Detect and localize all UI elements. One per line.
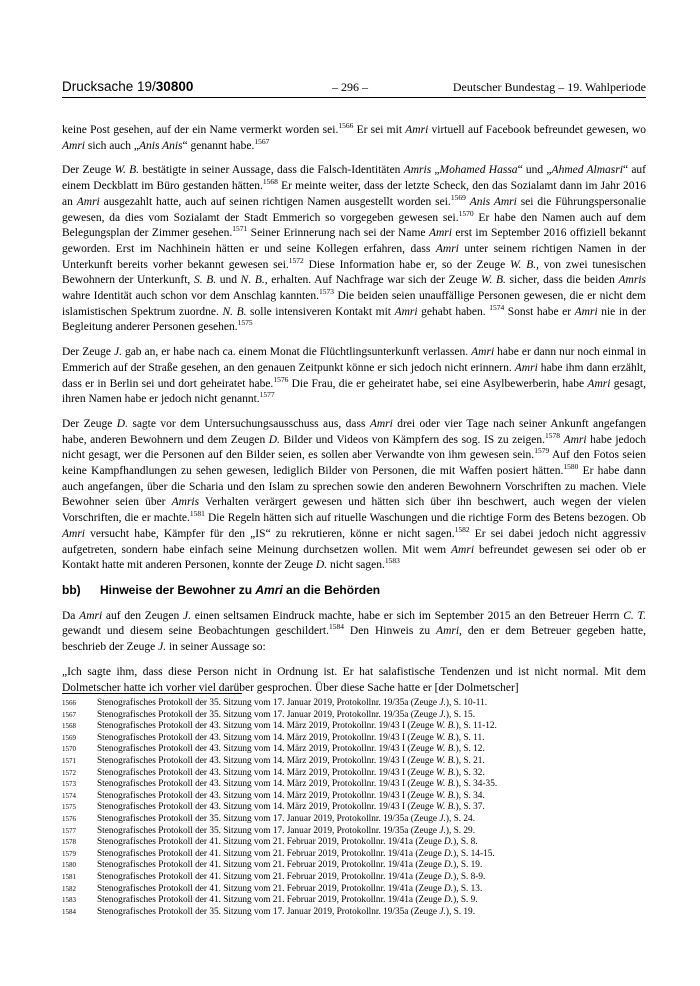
italic-text: D.	[268, 433, 280, 446]
text-run: sich auch „	[85, 139, 139, 152]
footnote-text: Stenografisches Protokoll der 41. Sitzung vom 21. Februar 2019, Protokollnr. 19/41a (Zeuge D.), S. 19.	[97, 860, 483, 871]
paragraph	[62, 609, 646, 656]
italic-text: Amri	[79, 609, 103, 622]
italic-text: Ahmed Almasri	[551, 164, 623, 177]
footnote-text: Stenografisches Protokoll der 41. Sitzung vom 21. Februar 2019, Protokollnr. 19/41a (Zeuge D.), S. 8-9.	[97, 871, 486, 882]
text-run: bestätigte in seiner Aussage, dass die Falsch-Identitäten	[139, 164, 404, 177]
text-run: “ genannt habe.	[182, 139, 255, 152]
text-run: Diese Information habe er, so der Zeuge	[303, 258, 510, 271]
footnote-number: 1574	[62, 791, 76, 800]
italic-text: Amris	[403, 164, 432, 177]
footnote	[62, 826, 646, 838]
footnote-text: Stenografisches Protokoll der 43. Sitzung vom 14. März 2019, Protokollnr. 19/43 I (Zeuge W. B.), S. 34.	[97, 790, 485, 801]
footnote-text: Stenografisches Protokoll der 41. Sitzung vom 21. Februar 2019, Protokollnr. 19/41a (Zeuge D.), S. 14-15.	[97, 848, 495, 859]
footnote	[62, 814, 646, 826]
footnote-number: 1580	[62, 861, 76, 870]
footnote	[62, 733, 646, 745]
footnote	[62, 907, 646, 919]
footnote-number: 1571	[62, 756, 76, 765]
footnote-ref: 1566	[338, 121, 354, 131]
italic-text: D.	[116, 417, 128, 430]
italic-text: J.	[158, 641, 167, 654]
footnote-ref: 1579	[534, 446, 550, 456]
italic-text: Amri	[435, 242, 459, 255]
section-title-emphasis: Amri	[255, 582, 283, 597]
footnote	[62, 744, 646, 756]
italic-text: Anis Amri	[469, 195, 517, 208]
italic-text: D.	[315, 559, 328, 572]
text-run: sei die Führungspersonalie gewesen, da dies vom Sozialamt der Stadt Emmerich so vorgegeben gewesen sei.	[62, 195, 646, 224]
text-run: gehabt haben.	[417, 305, 490, 318]
section-title-post: an die Behörden	[282, 582, 381, 597]
text-run: auf den Zeugen	[102, 609, 183, 622]
italic-text: W. B.	[114, 164, 140, 177]
footnote-text: Stenografisches Protokoll der 35. Sitzung vom 17. Januar 2019, Protokollnr. 19/35a (Zeuge J.), S. 29.	[97, 825, 476, 836]
italic-text: Anis Anis	[138, 139, 183, 152]
text-run: Den Hinweis zu	[343, 625, 437, 638]
text-run: Da	[62, 609, 80, 622]
footnote-ref: 1574	[489, 302, 505, 312]
paragraph	[62, 163, 646, 336]
text-run: Sonst habe er	[504, 305, 575, 318]
footnote-number: 1569	[62, 733, 76, 742]
text-run: gewandt und diesem seine Beobachtungen geschildert.	[62, 625, 329, 638]
italic-text: Amri	[436, 625, 460, 638]
footnote-text: Stenografisches Protokoll der 43. Sitzung vom 14. März 2019, Protokollnr. 19/43 I (Zeuge W. B.), S. 32.	[97, 767, 485, 778]
text-run: Er sei mit	[353, 124, 406, 136]
italic-text: W. B.,	[510, 258, 539, 271]
section-title	[100, 583, 380, 599]
paragraph	[62, 417, 646, 574]
footnote-ref: 1583	[384, 556, 400, 566]
footnote-number: 1582	[62, 884, 76, 893]
italic-text: Amri	[62, 527, 85, 540]
footnote-text: Stenografisches Protokoll der 35. Sitzung vom 17. Januar 2019, Protokollnr. 19/35a (Zeuge J.), S. 19.	[97, 906, 476, 917]
italic-text: Amri	[587, 377, 611, 390]
section-title-pre: Hinweise der Bewohner zu	[100, 582, 256, 597]
document-number	[62, 79, 193, 94]
footnote-number: 1570	[62, 745, 76, 754]
text-run: Die beiden seien unauffällige Personen gewesen, die er nicht dem islamistischen Spektrum zuordne.	[62, 290, 647, 318]
block-quote: „Ich sagte ihm, dass diese Person nicht in Ordnung ist. Er hat salafistische Tendenzen und ist nicht normal. Mit dem Dolmetscher hatte ich vorher viel darüber gesprochen. Über diese Sache hatte er [der Dolmetscher]	[62, 665, 646, 694]
footnote	[62, 849, 646, 861]
italic-text: Amri	[405, 124, 429, 136]
section-number: bb)	[62, 582, 81, 597]
text-run: einen seltsamen Eindruck machte, habe er sich im September 2015 an den Betreuer Herrn	[190, 609, 624, 622]
text-run: ausgezahlt hatte, auch auf seinen richtigen Namen ausgestellt worden sei.	[99, 195, 451, 208]
footnotes	[62, 698, 646, 918]
footnote-number: 1573	[62, 780, 76, 789]
footnote-ref: 1577	[259, 390, 275, 400]
footnote	[62, 884, 646, 896]
footnote	[62, 756, 646, 768]
header-rule	[62, 97, 646, 98]
footnote-text: Stenografisches Protokoll der 43. Sitzung vom 14. März 2019, Protokollnr. 19/43 I (Zeuge W. B.), S. 34-35.	[97, 779, 498, 790]
text-run: Er habe dann auch angefangen, über die Scharia und den Islam zu sprechen sowie den anderen Bewohnern Vorschriften zu machen. Viele Bewohner seien über	[62, 465, 646, 509]
text-run: sagte vor dem Untersuchungsausschuss aus, dass	[127, 417, 370, 430]
body-text	[62, 123, 646, 705]
text-run: , den er dem Betreuer gegeben hatte, beschrieb der Zeuge	[62, 625, 646, 654]
text-run: Auf den Fotos seien keine Kampfhandlungen zu sehen gewesen, lediglich Bilder von Personen, die mit Waffen posiert hätten.	[62, 449, 646, 478]
footnote	[62, 710, 646, 722]
footnote-number: 1584	[62, 907, 76, 916]
text-run: habe jedoch nicht gesagt, wer die Personen auf den Bilder seien, es sollen aber Verwandte von ihm gewesen sein.	[62, 433, 647, 462]
text-run: keine Post gesehen, auf der ein Name vermerkt worden sei.	[62, 124, 339, 136]
text-run: “ und „	[517, 164, 552, 177]
footnote-number: 1581	[62, 872, 76, 881]
text-run: befreundet gewesen sei oder ob er Kontakt hatte mit anderen Personen, konnte der Zeuge	[62, 543, 646, 572]
text-run: gab an, er habe nach ca. einem Monat die Flüchtlingsunterkunft verlassen.	[121, 346, 472, 359]
footnote-number: 1578	[62, 838, 76, 847]
footnote	[62, 895, 646, 907]
document-number-prefix: Drucksache 19/	[62, 79, 156, 94]
text-run: , erhalten. Auf Nachfrage war sich der Zeuge	[264, 274, 481, 287]
italic-text: Amris	[618, 274, 646, 287]
footnote-text: Stenografisches Protokoll der 35. Sitzung vom 17. Januar 2019, Protokollnr. 19/35a (Zeuge J.), S. 15.	[97, 709, 476, 720]
italic-text: S. B.	[193, 274, 217, 287]
text-run: gesagt, ihren Namen habe er jedoch nicht genannt.	[62, 377, 646, 406]
footnote-ref: 1580	[563, 462, 579, 472]
text-run: „	[431, 164, 440, 177]
text-run: Er habe den Namen auch auf dem Belegungsplan der Zimmer gesehen.	[62, 211, 647, 240]
text-run: Verhalten verärgert gewesen und hätten sich über ihn beschwert, auch wegen der vielen Vorschriften, die er machte.	[62, 496, 646, 525]
paragraph	[62, 123, 646, 154]
text-run: drei oder vier Tage nach seiner Ankunft angefangen habe, anderen Bewohnern und dem Zeugen	[62, 417, 646, 446]
footnote	[62, 698, 646, 710]
text-run: virtuell auf Facebook befreundet gewesen, wo	[428, 124, 647, 136]
footnote-ref: 1582	[454, 525, 470, 535]
italic-text: J.	[183, 609, 191, 622]
footnote-text: Stenografisches Protokoll der 43. Sitzung vom 14. März 2019, Protokollnr. 19/43 I (Zeuge W. B.), S. 11.	[97, 732, 485, 743]
paragraph-group-2	[62, 609, 646, 656]
text-run: Er sei dabei jedoch nicht aggressiv aufgetreten, sondern habe einfach seine Meinung durchsetzen wollen. Mit wem	[62, 527, 646, 556]
footnote	[62, 837, 646, 849]
footnote-ref: 1571	[232, 224, 248, 234]
footnote-number: 1583	[62, 896, 76, 905]
text-run: von zwei tunesischen Bewohnern der Unterkunft,	[62, 258, 646, 287]
footnote-number: 1568	[62, 722, 76, 731]
italic-text: Amri	[394, 305, 418, 318]
parliament-term: Deutscher Bundestag – 19. Wahlperiode	[452, 80, 646, 94]
footnote-ref: 1570	[458, 208, 474, 218]
footnote	[62, 779, 646, 791]
text-run: versucht habe, Kämpfer für den „IS“ zu rekrutieren, könne er nicht sagen.	[85, 527, 455, 540]
footnote-number: 1567	[62, 710, 76, 719]
page-header	[62, 79, 646, 97]
footnote-text: Stenografisches Protokoll der 41. Sitzung vom 21. Februar 2019, Protokollnr. 19/41a (Zeuge D.), S. 9.	[97, 895, 478, 906]
italic-text: Amri	[428, 227, 452, 240]
paragraph	[62, 345, 646, 408]
italic-text: N. B.	[222, 305, 247, 318]
footnote-text: Stenografisches Protokoll der 41. Sitzung vom 21. Februar 2019, Protokollnr. 19/41a (Zeuge D.), S. 13.	[97, 883, 483, 894]
section-heading	[62, 583, 646, 599]
footnote	[62, 802, 646, 814]
footnote-ref: 1578	[545, 430, 561, 440]
text-run: Er meinte weiter, dass der letzte Scheck, den das Sozialamt dann im Jahr 2016 an	[62, 180, 646, 208]
italic-text: Amri	[451, 543, 475, 556]
footnote-text: Stenografisches Protokoll der 43. Sitzung vom 14. März 2019, Protokollnr. 19/43 I (Zeuge W. B.), S. 21.	[97, 755, 485, 766]
italic-text: W. B.	[480, 274, 506, 287]
footnote-number: 1572	[62, 768, 76, 777]
text-run: Bilder und Videos von Kämpfern des sog. IS zu zeigen.	[279, 433, 546, 446]
text-run: nicht sagen.	[327, 559, 385, 572]
italic-text: Amri	[574, 305, 598, 318]
text-run: Der Zeuge	[62, 346, 114, 359]
italic-text: N. B.	[240, 274, 265, 287]
text-run: nie in der Begleitung anderer Personen gesehen.	[62, 305, 646, 334]
footnote-number: 1577	[62, 826, 76, 835]
italic-text: Amri	[369, 417, 393, 430]
footnote-text: Stenografisches Protokoll der 41. Sitzung vom 21. Februar 2019, Protokollnr. 19/41a (Zeuge D.), S. 8.	[97, 837, 478, 848]
footnote-number: 1579	[62, 849, 76, 858]
footnote	[62, 768, 646, 780]
italic-text: Amri	[62, 139, 85, 152]
document-number-value: 30800	[155, 79, 194, 94]
text-run: “ auf einem Deckblatt im Büro gestanden hätten.	[62, 164, 646, 193]
text-run: Die Frau, die er geheiratet habe, sei eine Asylbewerberin, habe	[288, 377, 588, 390]
italic-text: C. T.	[623, 609, 646, 622]
footnote-text: Stenografisches Protokoll der 35. Sitzung vom 17. Januar 2019, Protokollnr. 19/35a (Zeuge J.), S. 10-11.	[97, 698, 488, 708]
footnote-number: 1566	[62, 699, 76, 707]
text-run: in seiner Aussage so:	[166, 641, 266, 654]
page-number: – 296 –	[332, 80, 368, 94]
footnote	[62, 721, 646, 733]
text-run: unter seinem richtigen Namen in der Unterkunft bereits vorher bekannt gewesen sei.	[62, 242, 646, 271]
text-run: solle intensiveren Kontakt mit	[246, 305, 395, 318]
footnote-ref: 1575	[237, 318, 253, 328]
paragraph-group	[62, 123, 646, 574]
italic-text: Amris	[171, 496, 200, 509]
footnote-ref: 1581	[189, 509, 205, 519]
italic-text: Mohamed Hassa	[439, 164, 518, 177]
footnote-ref: 1567	[254, 136, 270, 146]
text-run: erst im September 2016 offiziell bekannt geworden. Erst im Nachhinein hätten er und seine Kollegen erfahren, dass	[62, 227, 646, 255]
text-run: habe er dann nur noch einmal in Emmerich auf der Straße gesehen, an den genauen Zeitpunkt könne er sich jedoch nicht erinnern.	[62, 346, 647, 374]
footnote-number: 1576	[62, 814, 76, 823]
footnote-ref: 1569	[450, 192, 466, 202]
text-run: habe ihm dann erzählt, dass er in Berlin sei und dort geheiratet habe.	[62, 361, 646, 390]
text-run: Die Regeln hätten sich auf rituelle Waschungen und die richtige Form des Betens bezogen. Ob	[204, 512, 646, 525]
footnote-ref: 1568	[262, 177, 278, 187]
footnote	[62, 791, 646, 803]
italic-text: Amri	[514, 361, 538, 374]
italic-text: Amri	[563, 433, 587, 446]
footnote-text: Stenografisches Protokoll der 43. Sitzung vom 14. März 2019, Protokollnr. 19/43 I (Zeuge W. B.), S. 11-12.	[97, 721, 497, 732]
footnote-text: Stenografisches Protokoll der 35. Sitzung vom 17. Januar 2019, Protokollnr. 19/35a (Zeuge J.), S. 24.	[97, 813, 476, 824]
italic-text: Amri	[471, 346, 495, 359]
italic-text: Amri	[76, 195, 100, 208]
footnote-text: Stenografisches Protokoll der 43. Sitzung vom 14. März 2019, Protokollnr. 19/43 I (Zeuge W. B.), S. 12.	[97, 744, 485, 755]
footnote	[62, 872, 646, 884]
footnote-rule	[62, 693, 242, 694]
footnote-ref: 1572	[288, 255, 304, 265]
text-run: Der Zeuge	[62, 417, 117, 430]
footnote-number: 1575	[62, 803, 76, 812]
footnote-ref: 1573	[318, 287, 334, 297]
text-run: sicher, dass die beiden	[505, 274, 619, 287]
text-run: Seiner Erinnerung nach sei der Name	[247, 227, 429, 240]
italic-text: J.	[113, 346, 122, 359]
footnote-ref: 1584	[328, 622, 344, 632]
text-run: Der Zeuge	[62, 164, 115, 177]
footnote	[62, 860, 646, 872]
footnote-ref: 1576	[273, 374, 289, 384]
footnote-text: Stenografisches Protokoll der 43. Sitzung vom 14. März 2019, Protokollnr. 19/43 I (Zeuge W. B.), S. 37.	[97, 802, 485, 813]
text-run: und	[216, 274, 241, 287]
text-run: wahre Identität auch schon vor dem Anschlag kannten.	[62, 290, 319, 303]
